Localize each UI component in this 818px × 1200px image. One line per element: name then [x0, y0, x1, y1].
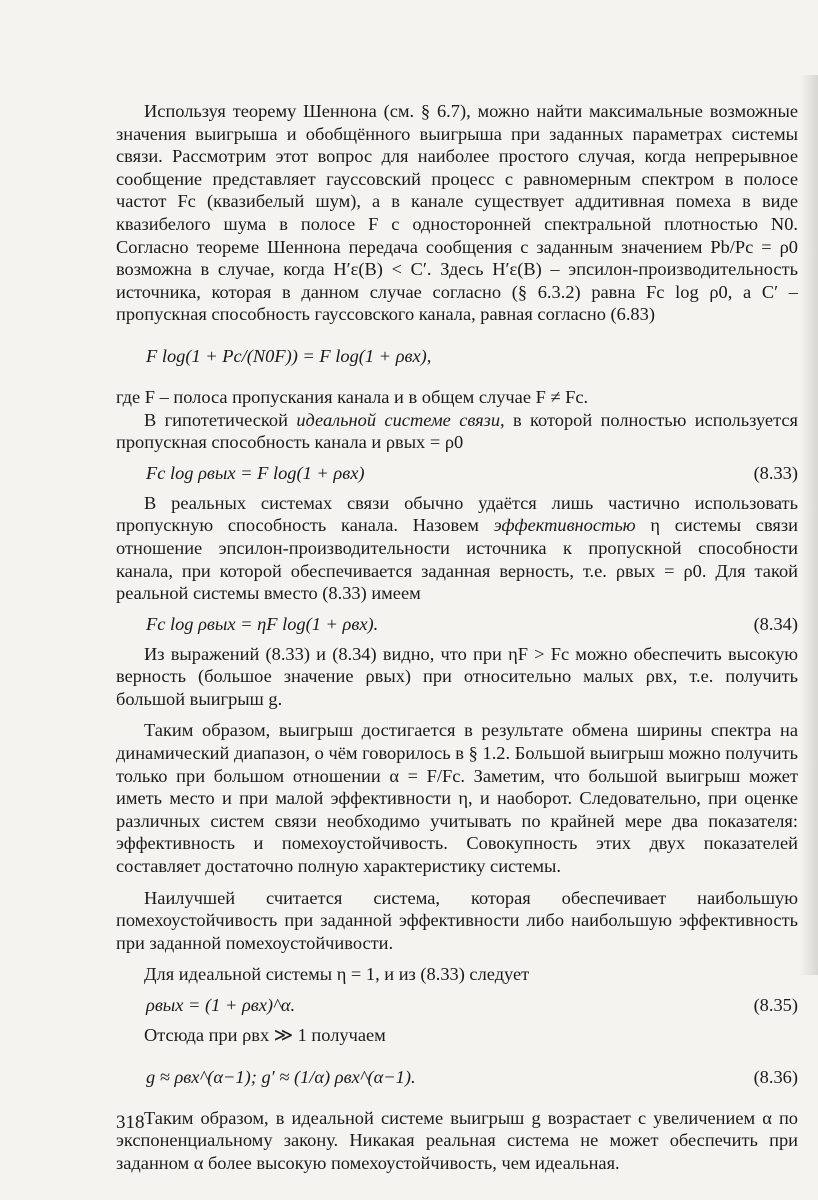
equation-8-34-number: (8.34) — [753, 613, 798, 634]
paragraph-4 — [116, 492, 798, 605]
equation-8-33-number: (8.33) — [753, 462, 798, 483]
paragraph-10: Таким образом, в идеальной системе выигрыш g возрастает с увеличением α по экспоненциальному закону. Никакая реальная система не может обеспечить при заданном α более высокую помехоустойчивость, чем идеальная. — [116, 1107, 798, 1173]
equation-8-34 — [116, 609, 798, 639]
term-ideal-system: идеальной системе связи — [296, 409, 501, 430]
paragraph-5: Из выражений (8.33) и (8.34) видно, что при ηF > Fc можно обеспечить высокую верность (большое значение ρвых) при относительно малых ρвх, т.е. получить большой выигрыш g. — [116, 643, 798, 709]
paragraph-6: Таким образом, выигрыш достигается в результате обмена ширины спектра на динамический диапазон, о чём говорилось в § 1.2. Большой выигрыш можно получить только при большом отношении α = F/Fc. Заметим, что большой выигрыш может иметь место и при малой эффективности η, и наоборот. Следовательно, при оценке различных систем связи необходимо учитывать по крайней мере два показателя: эффективность и помехоустойчивость. Совокупность этих двух показателей составляет достаточно полную характеристику системы. — [116, 720, 798, 877]
equation-8-35-formula: ρвых = (1 + ρвх)^α. — [146, 995, 296, 1015]
equation-8-34-formula: Fc log ρвых = ηF log(1 + ρвх). — [146, 613, 379, 634]
equation-capacity — [116, 330, 798, 382]
paragraph-9: Отсюда при ρвх ≫ 1 получаем — [144, 1025, 386, 1045]
paragraph-7: Наилучшей считается система, которая обеспечивает наибольшую помехоустойчивость при заданной эффективности либо наибольшую эффективность при заданной помехоустойчивости. — [116, 887, 798, 953]
equation-8-36-formula: g ≈ ρвх^(α−1); g′ ≈ (1/α) ρвх^(α−1). — [146, 1066, 416, 1087]
paragraph-3-start: В гипотетической — [144, 409, 297, 430]
equation-8-35 — [116, 990, 798, 1020]
equation-8-36-number: (8.36) — [753, 1066, 798, 1087]
paragraph-2: где F – полоса пропускания канала и в общем случае F ≠ Fc. — [116, 386, 589, 407]
paragraph-4-end: η системы связи отношение эпсилон-производительности источника к пропускной способности канала, при которой обеспечивается заданная верность, т.е. ρвых = ρ0. Для такой реальной системы вместо (8.33) имеем — [116, 515, 798, 604]
equation-capacity-formula: F log(1 + Pc/(N0F)) = F log(1 + ρвх), — [146, 345, 432, 366]
equation-8-33-formula: Fc log ρвых = F log(1 + ρвх) — [146, 462, 365, 483]
paragraph-1: Используя теорему Шеннона (см. § 6.7), можно найти максимальные возможные значения выигрыша и обобщённого выигрыша при заданных параметрах системы связи. Рассмотрим этот вопрос для наиболее простого случая, когда непрерывное сообщение представляет гауссовский процесс с равномерным спектром в полосе частот Fc (квазибелый шум), а в канале существует аддитивная помеха в виде квазибелого шума в полосе F с односторонней спектральной плотностью N0. Согласно теореме Шеннона передача сообщения с заданным значением Pb/Pc = ρ0 возможна в случае, когда H′ε(B) < C′. Здесь H′ε(B) – эпсилон-производительность источника, которая в данном случае согласно (§ 6.3.2) равна Fc log ρ0, а C′ – пропускная способность гауссовского канала, равная согласно (6.83) — [116, 101, 798, 325]
page-body — [116, 100, 798, 1174]
paragraph-8: Для идеальной системы η = 1, и из (8.33) следует — [144, 964, 530, 985]
page-number: 318 — [116, 1112, 145, 1133]
paragraph-3 — [116, 409, 798, 454]
term-efficiency: эффективностью — [493, 515, 636, 536]
paragraph-3-end: , в которой полностью используется пропускная способность канала и ρвых = ρ0 — [116, 409, 798, 453]
paragraph-4-start: В реальных системах связи обычно удаётся лишь частично использовать пропускную способность канала. Назовем — [116, 492, 798, 536]
equation-8-33 — [116, 458, 798, 488]
page-edge-shadow — [800, 75, 818, 975]
equation-8-35-number: (8.35) — [753, 995, 798, 1015]
equation-8-36 — [116, 1051, 798, 1103]
